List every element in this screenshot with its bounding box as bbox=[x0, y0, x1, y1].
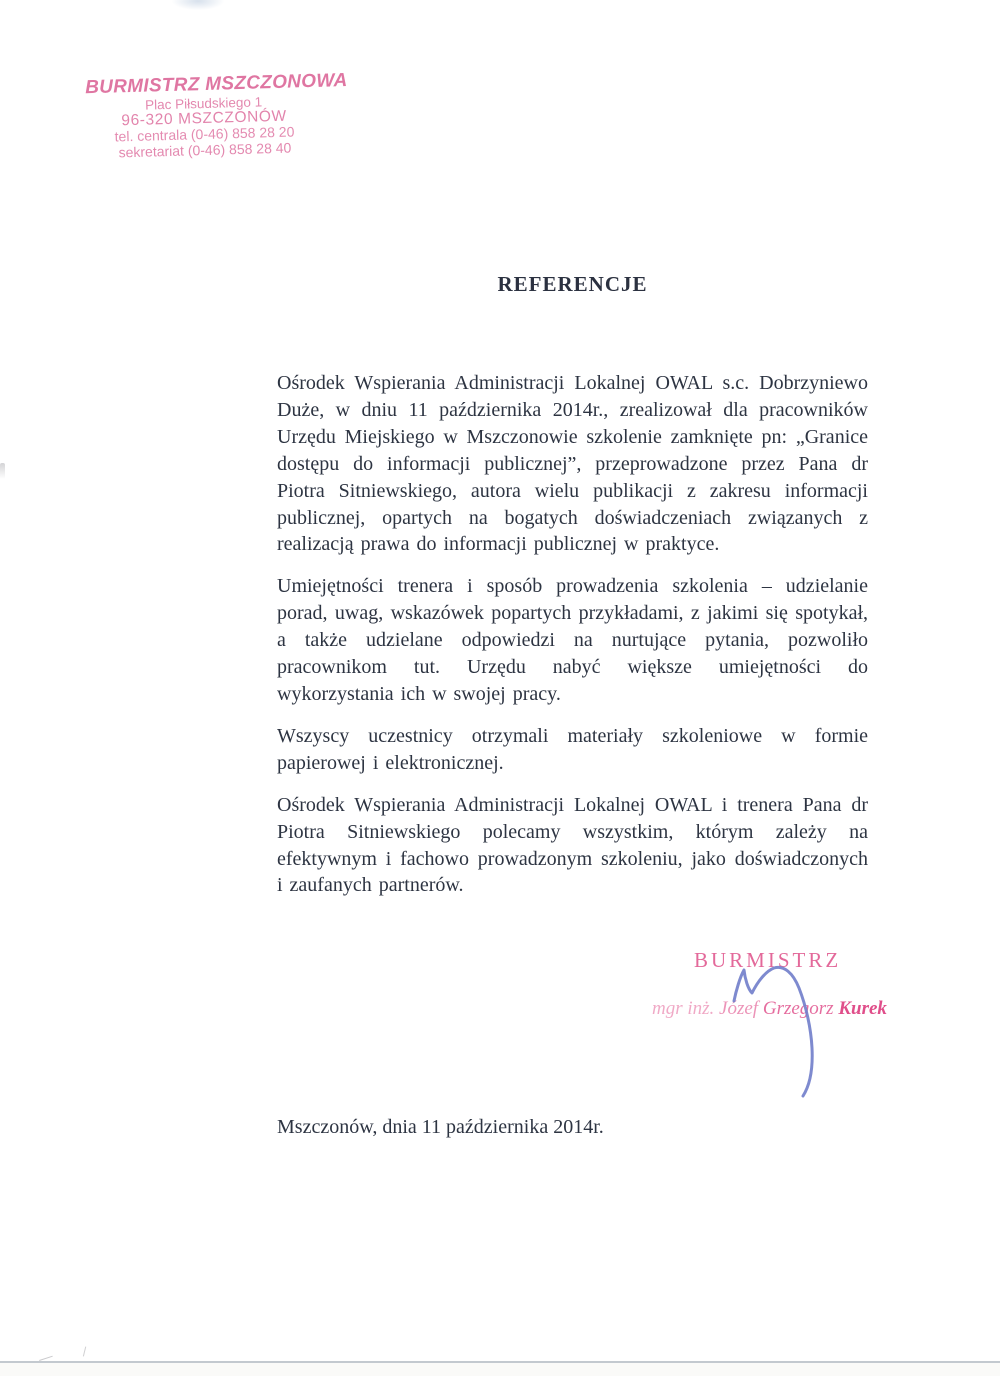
scan-mark-bottom-left-2 bbox=[83, 1347, 90, 1358]
signature-ink-path bbox=[734, 967, 812, 1096]
letter-body bbox=[277, 370, 868, 914]
mayor-name-prefix: mgr inż. bbox=[652, 998, 720, 1019]
stamp-line-authority: BURMISTRZ MSZCZONOWA bbox=[84, 69, 348, 99]
paragraph-recommendation: Ośrodek Wspierania Administracji Lokalnej OWAL i trenera Pana dr Piotra Sitniewskiego polecamy wszystkim, którym zależy na efektywnym i fachowo prowadzonym szkoleniu, jako doświadczonych i zaufanych partnerów. bbox=[277, 793, 868, 897]
paragraph-materials: Wszyscy uczestnicy otrzymali materiały szkoleniowe w formie papierowej i elektronicznej. bbox=[277, 724, 868, 774]
title-row bbox=[277, 272, 868, 297]
letter-title: REFERENCJE bbox=[497, 272, 648, 296]
stamp-line-secretariat: sekretariat (0-46) 858 28 40 bbox=[118, 139, 292, 160]
mayor-last-name: Kurek bbox=[838, 998, 887, 1019]
paragraph-training-description: Ośrodek Wspierania Administracji Lokalnej OWAL s.c. Dobrzyniewo Duże, w dniu 11 października 2014r., zrealizował dla pracowników Urzędu Miejskiego w Mszczonowie szkolenie zamknięte pn: „Granice dostępu do informacji publicznej”, przeprowadzone przez Pana dr Piotra Sitniewskiego, autora wielu publikacji z zakresu informacji publicznej, opartych na bogatych doświadczeniach związanych z realizacją prawa do informacji publicznej w praktyce. bbox=[277, 372, 868, 556]
scan-mark-bottom-left bbox=[37, 1350, 52, 1361]
mayor-first-name: Józef bbox=[719, 998, 763, 1019]
paragraph-trainer-skills: Umiejętności trenera i sposób prowadzenia szkolenia – udzielanie porad, uwag, wskazówek popartych przykładami, z jakimi się spotykał, a także udzielane odpowiedzi na nurtujące pytania, pozwoliło pracownikom tut. Urzędu nabyć większe umiejętności do wykorzystania ich w swojej pracy. bbox=[277, 575, 868, 705]
place-date-line: Mszczonów, dnia 11 października 2014r. bbox=[277, 1116, 604, 1138]
scan-smudge-top bbox=[172, 0, 224, 10]
stamp-line-phone: tel. centrala (0-46) 858 28 20 bbox=[114, 123, 295, 145]
scan-mark-left-edge bbox=[0, 463, 5, 479]
mayor-middle-name: Grzegorz bbox=[762, 998, 839, 1019]
stamp-line-city: 96-320 MSZCZONÓW bbox=[121, 107, 288, 130]
sender-address-stamp bbox=[84, 69, 348, 162]
signature-scribble bbox=[718, 952, 822, 1104]
mayor-title-stamp: BURMISTRZ bbox=[694, 948, 842, 972]
stamp-line-street: Plac Piłsudskiego 1 bbox=[144, 94, 263, 113]
paper-bottom-shadow bbox=[0, 1363, 1000, 1376]
